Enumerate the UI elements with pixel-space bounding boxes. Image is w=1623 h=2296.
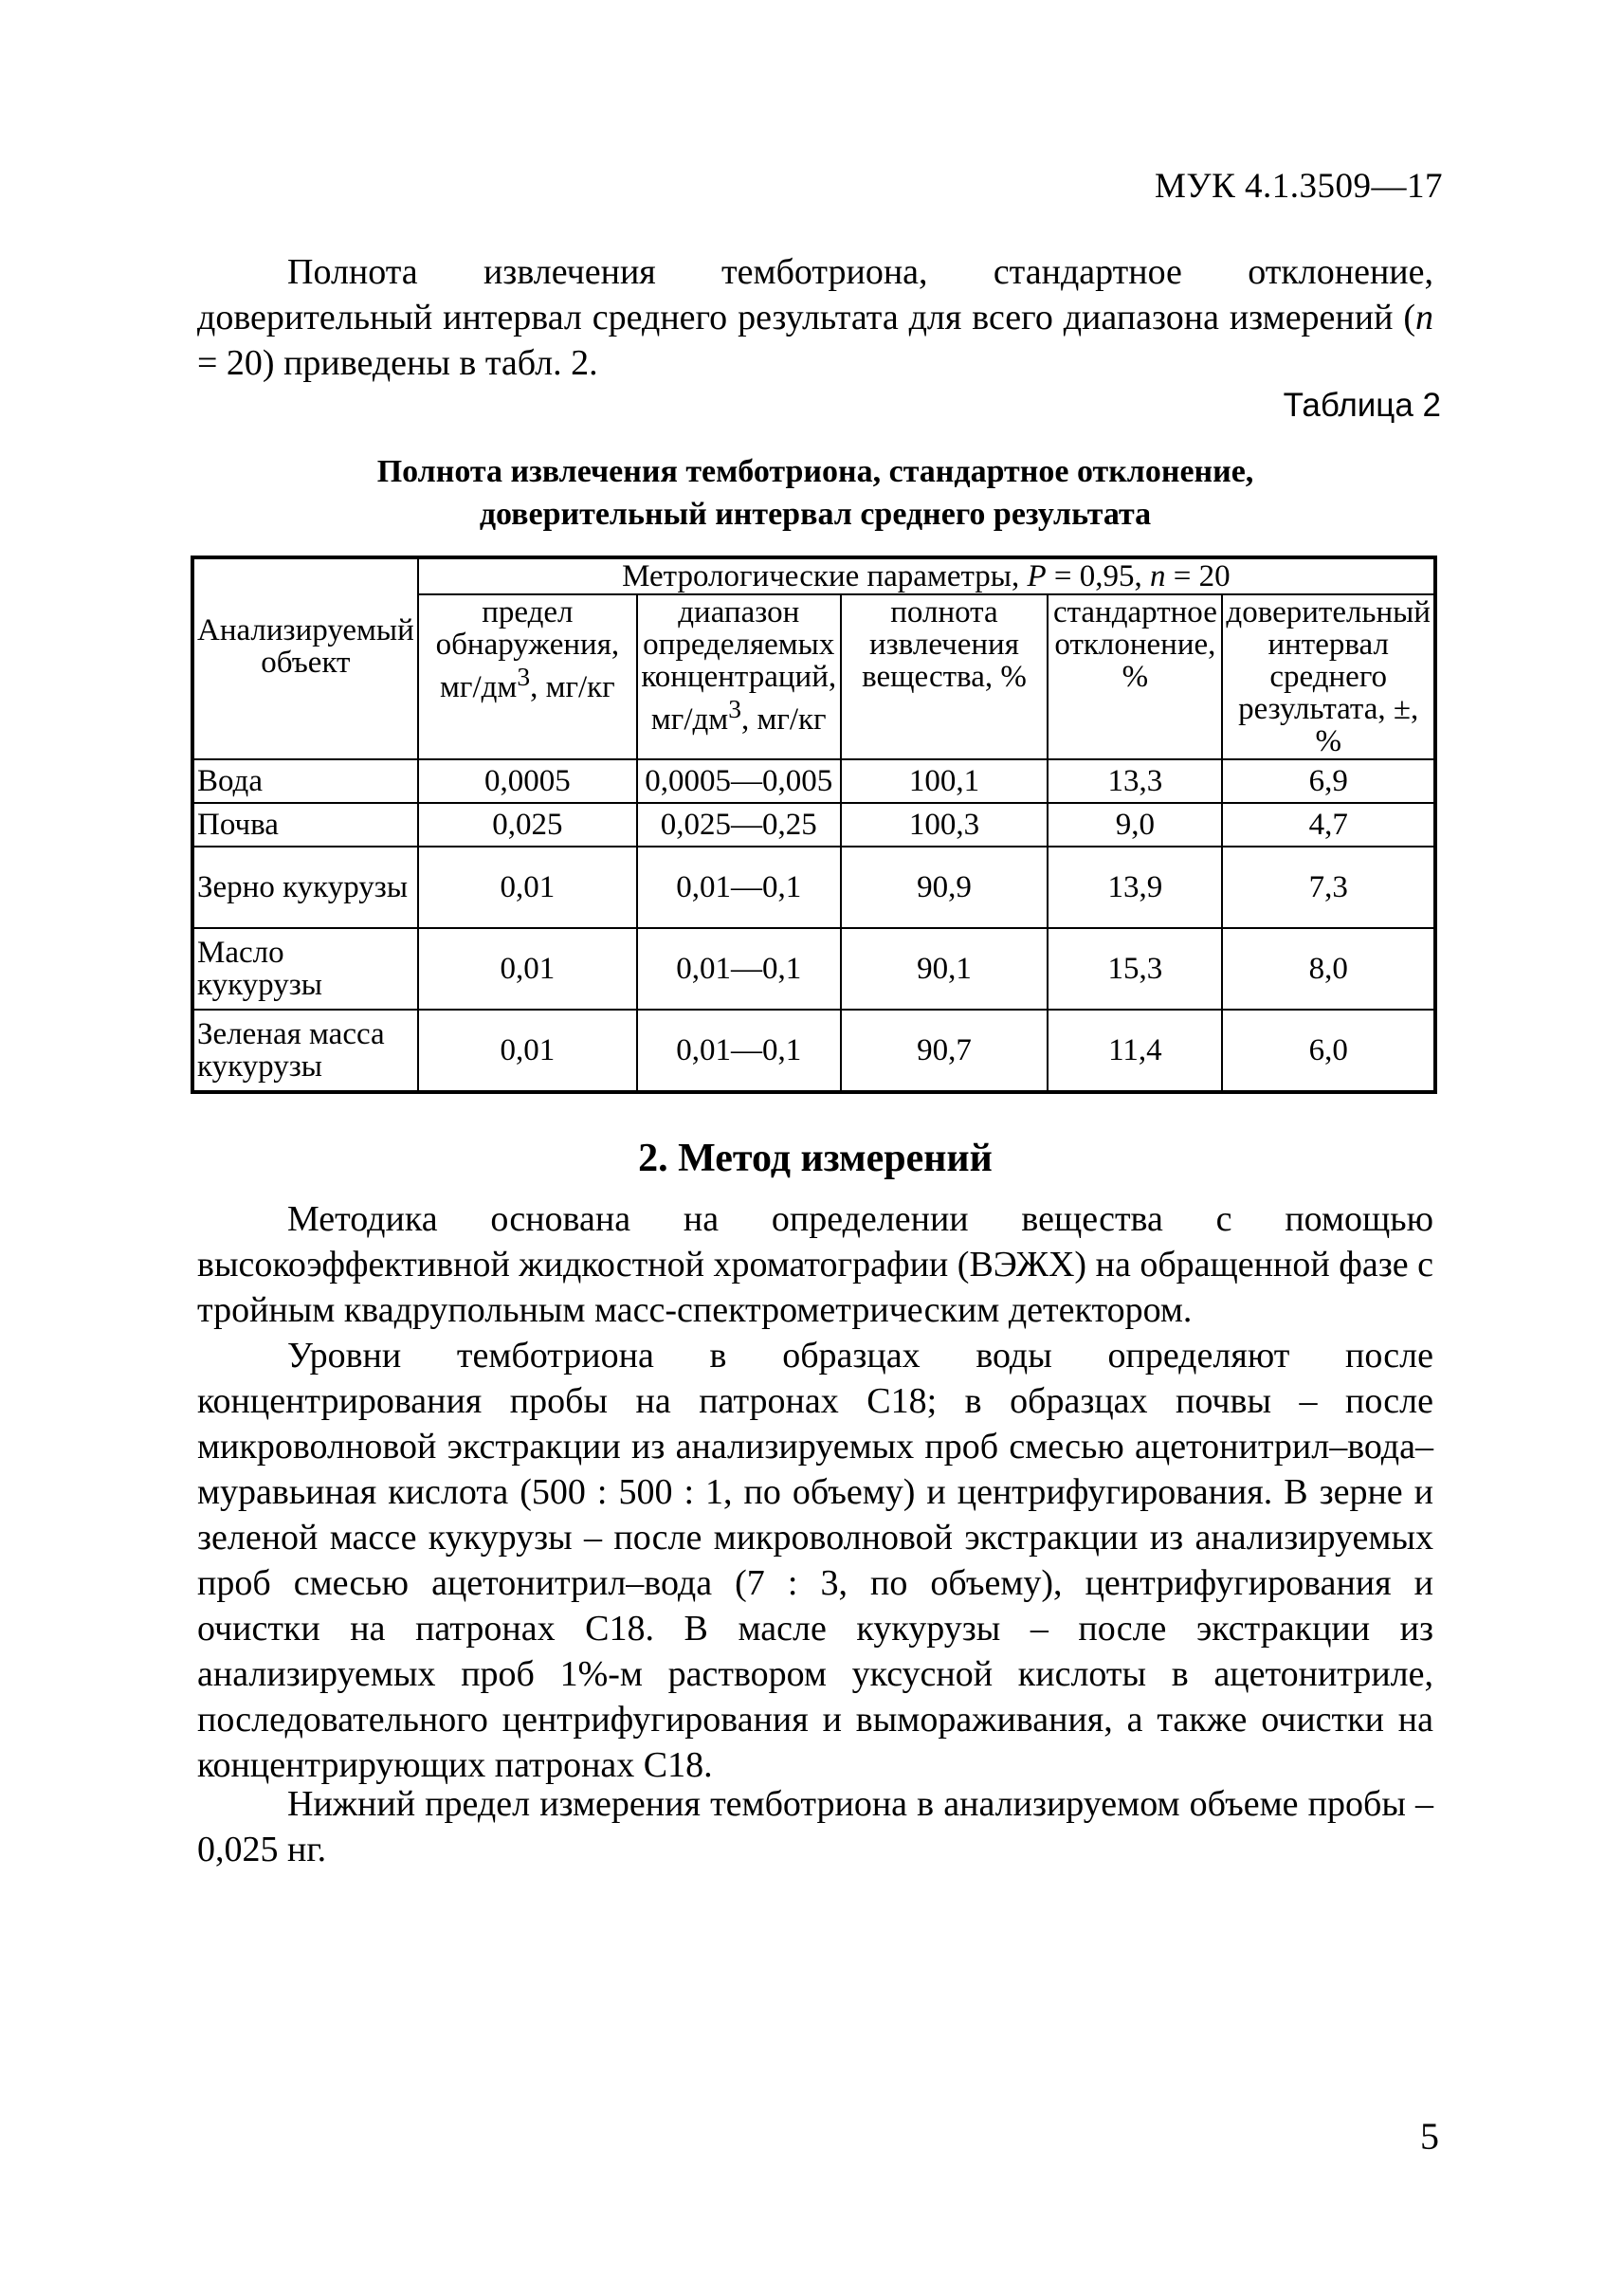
method-paragraph-3: Нижний предел измерения темботриона в анализируемом объеме пробы – 0,025 нг.	[197, 1784, 1433, 1869]
object-cell: Почва	[192, 803, 418, 847]
section-heading: 2. Метод измерений	[638, 1137, 993, 1180]
page-number: 5	[1420, 2115, 1439, 2158]
ci-cell: 8,0	[1222, 928, 1435, 1010]
object-cell: Зерно кукурузы	[192, 847, 418, 928]
range-cell: 0,025—0,25	[637, 803, 840, 847]
table-row	[192, 928, 1435, 1010]
range-cell: 0,01—0,1	[637, 847, 840, 928]
recovery-cell: 90,9	[841, 847, 1049, 928]
recovery-cell: 100,3	[841, 803, 1049, 847]
table-label: Таблица 2	[1283, 387, 1441, 424]
range-cell: 0,0005—0,005	[637, 759, 840, 803]
sd-cell: 13,3	[1048, 759, 1222, 803]
object-cell: Зеленая масса кукурузы	[192, 1010, 418, 1092]
table-row	[192, 759, 1435, 803]
document-code: МУК 4.1.3509—17	[1154, 167, 1443, 206]
sd-cell: 13,9	[1048, 847, 1222, 928]
n-symbol: n	[1415, 298, 1433, 337]
limit-cell: 0,0005	[418, 759, 637, 803]
object-column-header: Анализируемый объект	[192, 557, 418, 759]
method-paragraph-1: Методика основана на определении вещества с помощью высокоэффективной жидкостной хроматографии (ВЭЖХ) на обращенной фазе с тройным квадрупольным масс-спектрометрическим детектором.	[197, 1199, 1433, 1330]
ci-cell: 6,9	[1222, 759, 1435, 803]
recovery-cell: 90,7	[841, 1010, 1049, 1092]
recovery-cell: 90,1	[841, 928, 1049, 1010]
sd-cell: 9,0	[1048, 803, 1222, 847]
table-caption	[197, 450, 1433, 536]
object-cell: Вода	[192, 759, 418, 803]
intro-tail: = 20) приведены в табл. 2.	[197, 343, 598, 383]
table-row	[192, 803, 1435, 847]
method-paragraph-2: Уровни темботриона в образцах воды определяют после концентрирования пробы на патронах С18; в образцах почвы – после микроволновой экстракции из анализируемых проб смесью ацетонитрил–вода–муравьиная кислота (500 : 500 : 1, по объему) и центрифугирования. В зерне и зеленой массе кукурузы – после микроволновой экстракции из анализируемых проб смесью ацетонитрил–вода (7 : 3, по объему), центрифугирования и очистки на патронах С18. В масле кукурузы – после экстракции из анализируемых проб 1%-м раствором уксусной кислоты в ацетонитриле, последовательного центрифугирования и вымораживания, а также очистки на концентрирующих патронах С18.	[197, 1336, 1433, 1785]
metrology-group-header: Метрологические параметры, P = 0,95, n = 20	[418, 557, 1435, 594]
object-cell: Масло кукурузы	[192, 928, 418, 1010]
ci-cell: 7,3	[1222, 847, 1435, 928]
limit-cell: 0,01	[418, 847, 637, 928]
limit-cell: 0,01	[418, 1010, 637, 1092]
table-caption-line-2: доверительный интервал среднего результата	[479, 497, 1152, 532]
metrology-table	[191, 556, 1437, 1094]
table-row	[192, 1010, 1435, 1092]
ci-cell: 4,7	[1222, 803, 1435, 847]
intro-paragraph	[197, 249, 1433, 386]
table-header-row-1	[192, 557, 1435, 594]
ci-cell: 6,0	[1222, 1010, 1435, 1092]
range-cell: 0,01—0,1	[637, 928, 840, 1010]
confidence-interval-header: доверительный интервал среднего результата, ±, %	[1222, 594, 1435, 759]
recovery-cell: 100,1	[841, 759, 1049, 803]
range-header: диапазон определяемых концентраций, $мг/дм^3$, мг/кг	[637, 594, 840, 759]
sd-cell: 15,3	[1048, 928, 1222, 1010]
recovery-header: полнота извлечения вещества, %	[841, 594, 1049, 759]
table-caption-line-1: Полнота извлечения темботриона, стандартное отклонение,	[376, 454, 1254, 489]
std-deviation-header: стандартное отклонение, %	[1048, 594, 1222, 759]
range-cell: 0,01—0,1	[637, 1010, 840, 1092]
table-row	[192, 847, 1435, 928]
limit-cell: 0,025	[418, 803, 637, 847]
limit-cell: 0,01	[418, 928, 637, 1010]
detection-limit-header: предел обнаружения, $мг/дм^3$, мг/кг	[418, 594, 637, 759]
sd-cell: 11,4	[1048, 1010, 1222, 1092]
intro-text: Полнота извлечения темботриона, стандартное отклонение, доверительный интервал среднего результата для всего диапазона измерений (	[197, 252, 1433, 337]
